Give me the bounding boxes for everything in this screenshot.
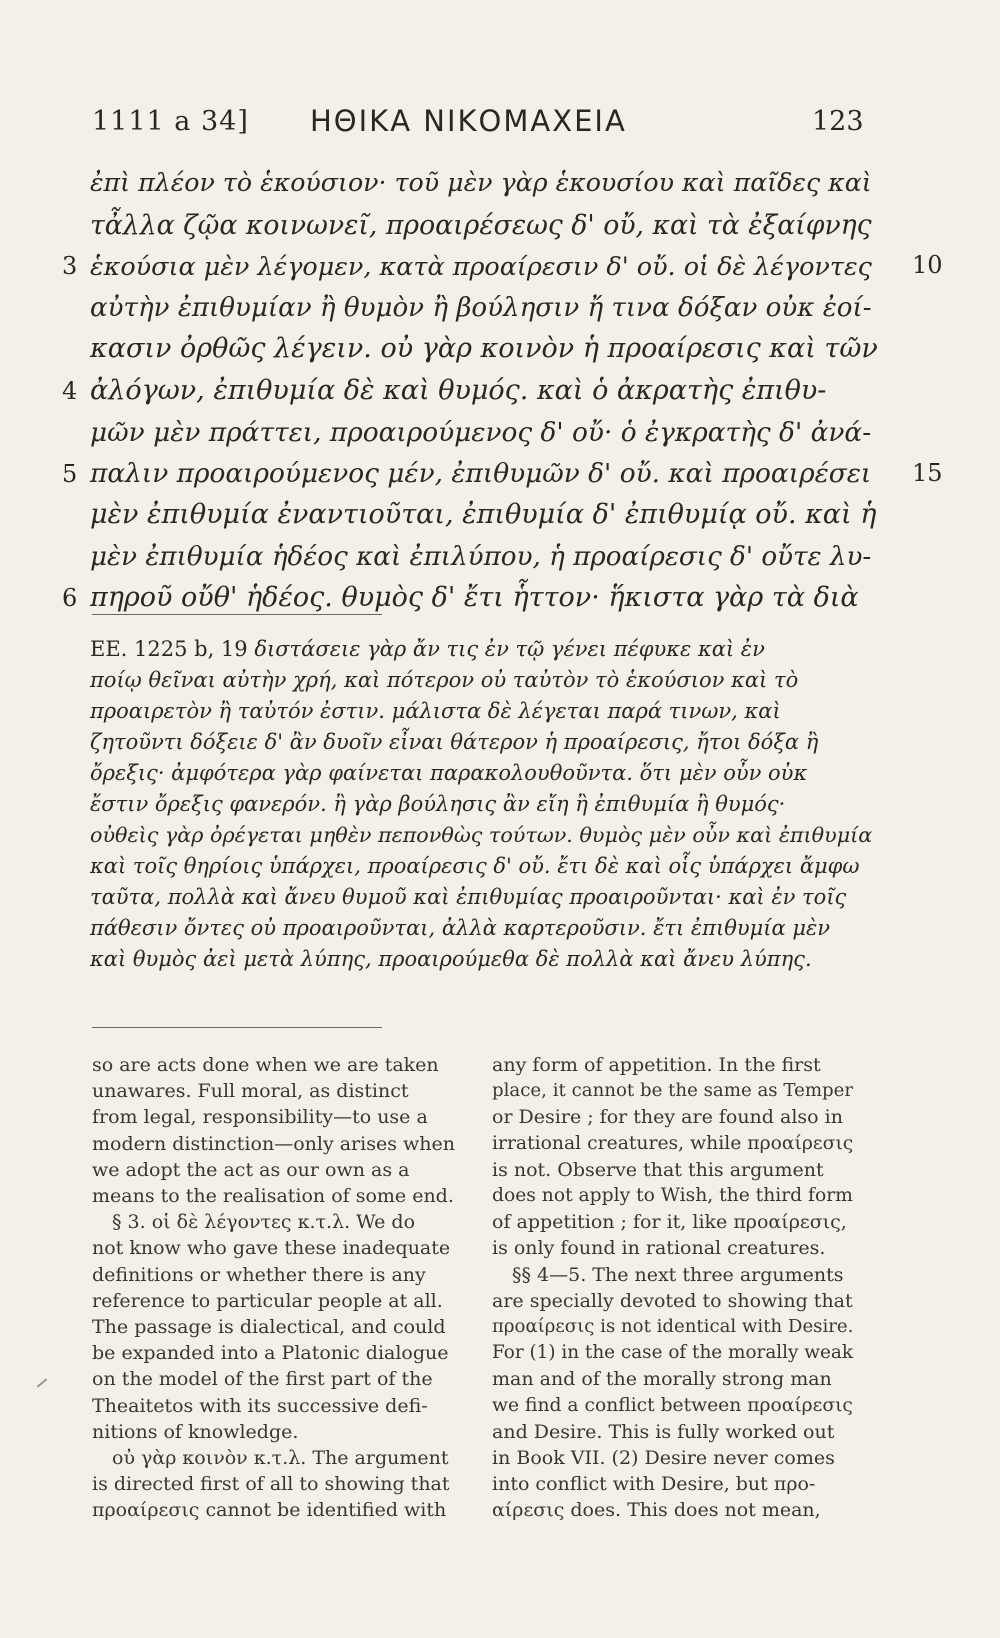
- greek-line: [62, 374, 880, 408]
- greek-line-text: μὲν ἐπιθυμία ἐναντιοῦται, ἐπιθυμία δ' ἐπιθυμίᾳ οὔ. καὶ ἡ: [90, 499, 877, 530]
- greek-line-text: αὐτὴν ἐπιθυμίαν ἢ θυμὸν ἢ βούλησιν ἤ τινα δόξαν οὐκ ἐοί-: [90, 293, 872, 323]
- commentary-line: reference to particular people at all.: [92, 1289, 443, 1312]
- line-number: 10: [912, 251, 943, 279]
- greek-line-text: ἐπὶ πλέον τὸ ἑκούσιον· τοῦ μὲν γὰρ ἑκουσίου καὶ παῖδες καὶ: [90, 168, 872, 197]
- commentary-line: does not apply to Wish, the third form: [492, 1185, 853, 1207]
- greek-line-text: πηροῦ οὔθ' ἡδέος. θυμὸς δ' ἔτι ἧττον· ἥκιστα γὰρ τὰ διὰ: [90, 582, 859, 613]
- commentary-line: οὐ γὰρ κοινὸν κ.τ.λ. The argument: [112, 1447, 449, 1470]
- ee-note-line: προαιρετὸν ἢ ταὐτόν ἐστιν. μάλιστα δὲ λέγεται παρά τινων, καὶ: [90, 699, 781, 723]
- commentary-line: and Desire. This is fully worked out: [492, 1420, 835, 1443]
- commentary-line: Theaitetos with its successive defi-: [92, 1394, 428, 1417]
- commentary-right-column: [492, 1052, 857, 1524]
- commentary-line: §§ 4—5. The next three arguments: [512, 1263, 844, 1286]
- commentary-line: man and of the morally strong man: [492, 1368, 832, 1391]
- section-number: 5: [62, 460, 78, 488]
- commentary-line: definitions or whether there is any: [92, 1263, 426, 1286]
- commentary-line: προαίρεσις cannot be identified with: [92, 1499, 447, 1522]
- ee-note-line: ταῦτα, πολλὰ καὶ ἄνευ θυμοῦ καὶ ἐπιθυμίας προαιροῦνται· καὶ ἐν τοῖς: [90, 885, 847, 909]
- commentary-line: place, it cannot be the same as Temper: [492, 1080, 854, 1102]
- page-number: 123: [812, 106, 864, 137]
- greek-line: [90, 540, 880, 574]
- divider-rule: [92, 1027, 382, 1028]
- running-title: ΗΘΙΚΑ ΝΙΚΟΜΑΧΕΙΑ: [310, 104, 627, 138]
- commentary-line: irrational creatures, while προαίρεσις: [492, 1132, 854, 1154]
- section-number: 3: [62, 252, 78, 280]
- commentary-line: on the model of the first part of the: [92, 1368, 433, 1391]
- ee-note-line: [90, 634, 880, 665]
- ee-note: [90, 634, 880, 975]
- greek-line: [62, 581, 880, 615]
- commentary-line: means to the realisation of some end.: [92, 1185, 454, 1208]
- ee-note-line: ἔστιν ὄρεξις φανερόν. ἢ γὰρ βούλησις ἂν εἴη ἢ ἐπιθυμία ἢ θυμός·: [90, 792, 786, 816]
- greek-line: [90, 498, 880, 532]
- commentary-line: modern distinction—only arises when: [92, 1132, 455, 1155]
- greek-line: [62, 249, 880, 283]
- commentary-line: so are acts done when we are taken: [92, 1054, 439, 1076]
- commentary-line: not know who gave these inadequate: [92, 1237, 451, 1260]
- header-reference: 1111 a 34]: [92, 106, 249, 137]
- commentary-line: is only found in rational creatures.: [492, 1237, 826, 1260]
- commentary-line: is directed first of all to showing that: [92, 1473, 450, 1496]
- commentary-line: be expanded into a Platonic dialogue: [92, 1342, 449, 1365]
- commentary-line: For (1) in the case of the morally weak: [492, 1342, 854, 1364]
- pencil-mark: [37, 1378, 47, 1387]
- commentary-line: αίρεσις does. This does not mean,: [492, 1499, 821, 1522]
- commentary-line: from legal, responsibility—to use a: [92, 1106, 428, 1129]
- greek-line: [90, 166, 880, 200]
- greek-line-text: παλιν προαιρούμενος μέν, ἐπιθυμῶν δ' οὔ. καὶ προαιρέσει: [90, 459, 872, 489]
- ee-note-line: ποίῳ θεῖναι αὐτὴν χρή, καὶ πότερον οὐ ταὐτὸν τὸ ἑκούσιον καὶ τὸ: [90, 668, 799, 692]
- greek-line-text: ἑκούσια μὲν λέγομεν, κατὰ προαίρεσιν δ' οὔ. οἱ δὲ λέγοντες: [90, 251, 872, 281]
- commentary-line: nitions of knowledge.: [92, 1420, 299, 1443]
- divider-rule: [92, 614, 382, 615]
- ee-note-line: πάθεσιν ὄντες οὐ προαιροῦνται, ἀλλὰ καρτεροῦσιν. ἔτι ἐπιθυμία μὲν: [90, 916, 831, 940]
- commentary-line: of appetition ; for it, like προαίρεσις,: [492, 1211, 847, 1234]
- greek-line-text: ἀλόγων, ἐπιθυμία δὲ καὶ θυμός. καὶ ὁ ἀκρατὴς ἐπιθυ-: [90, 375, 827, 406]
- ee-note-text: διστάσειε γὰρ ἄν τις ἐν τῷ γένει πέφυκε καὶ ἐν: [254, 637, 765, 661]
- ee-note-line: οὐθεὶς γὰρ ὀρέγεται μηθὲν πεπονθὼς τούτων. θυμὸς μὲν οὖν καὶ ἐπιθυμία: [90, 823, 873, 847]
- commentary-line: or Desire ; for they are found also in: [492, 1106, 843, 1129]
- commentary-line: into conflict with Desire, but προ-: [492, 1473, 816, 1496]
- greek-line: [90, 209, 880, 243]
- commentary-line: we adopt the act as our own as a: [92, 1158, 410, 1181]
- ee-reference: EE. 1225 b, 19: [90, 637, 248, 661]
- commentary-line: unawares. Full moral, as distinct: [92, 1080, 409, 1103]
- commentary-line: we find a conflict between προαίρεσις: [492, 1394, 853, 1416]
- commentary-line: The passage is dialectical, and could: [92, 1316, 446, 1339]
- greek-line: [62, 457, 880, 491]
- ee-note-line: ζητοῦντι δόξειε δ' ἂν δυοῖν εἶναι θάτερον ἡ προαίρεσις, ἤτοι δόξα ἢ: [90, 730, 819, 754]
- greek-line-text: κασιν ὀρθῶς λέγειν. οὐ γὰρ κοινὸν ἡ προαίρεσις καὶ τῶν: [90, 333, 878, 364]
- line-number: 15: [912, 459, 943, 487]
- commentary-left-column: [92, 1052, 457, 1524]
- greek-line: [90, 291, 880, 325]
- commentary-line: is not. Observe that this argument: [492, 1158, 824, 1181]
- greek-line-text: μὲν ἐπιθυμία ἡδέος καὶ ἐπιλύπου, ἡ προαίρεσις δ' οὔτε λυ-: [90, 542, 872, 572]
- section-number: 6: [62, 584, 78, 612]
- commentary-line: προαίρεσις is not identical with Desire.: [492, 1316, 854, 1338]
- greek-line-text: μῶν μὲν πράττει, προαιρούμενος δ' οὔ· ὁ ἐγκρατὴς δ' ἀνά-: [90, 418, 872, 448]
- ee-note-line: καὶ θυμὸς ἀεὶ μετὰ λύπης, προαιρούμεθα δὲ πολλὰ καὶ ἄνευ λύπης.: [90, 947, 812, 971]
- commentary-line: any form of appetition. In the first: [492, 1054, 821, 1076]
- commentary-line: § 3. οἱ δὲ λέγοντες κ.τ.λ. We do: [112, 1211, 416, 1234]
- greek-line: [90, 416, 880, 450]
- ee-note-line: καὶ τοῖς θηρίοις ὑπάρχει, προαίρεσις δ' οὔ. ἔτι δὲ καὶ οἷς ὑπάρχει ἄμφω: [90, 854, 860, 878]
- greek-line: [90, 332, 880, 366]
- ee-note-line: ὄρεξις· ἀμφότερα γὰρ φαίνεται παρακολουθοῦντα. ὅτι μὲν οὖν οὐκ: [90, 761, 808, 785]
- commentary-line: in Book VII. (2) Desire never comes: [492, 1447, 835, 1470]
- section-number: 4: [62, 377, 78, 405]
- commentary-line: are specially devoted to showing that: [492, 1289, 853, 1312]
- greek-line-text: τἆλλα ζῷα κοινωνεῖ, προαιρέσεως δ' οὔ, καὶ τὰ ἐξαίφνης: [90, 210, 872, 241]
